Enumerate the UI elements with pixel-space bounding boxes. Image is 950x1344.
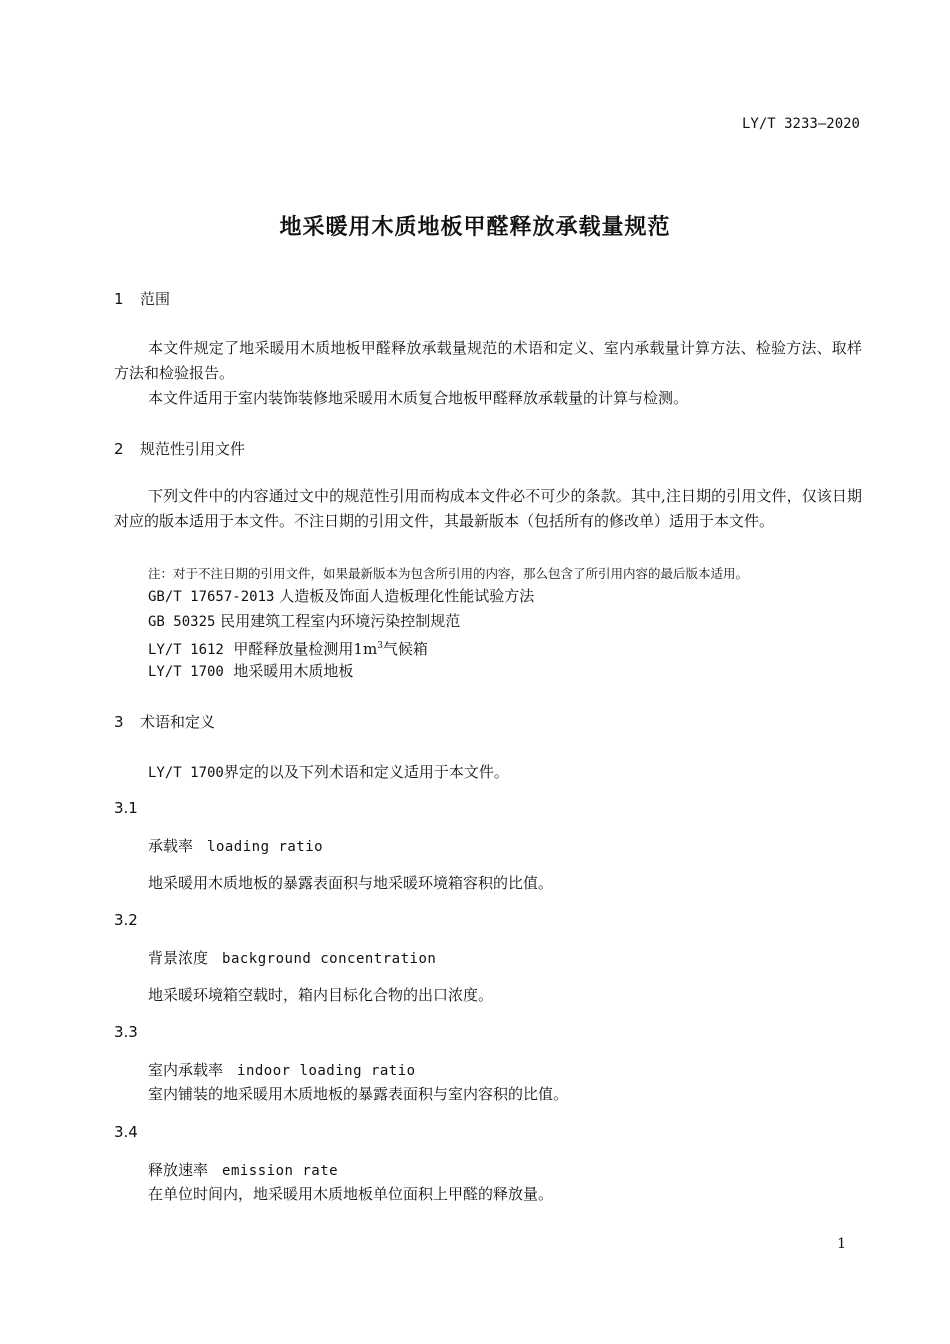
reference-code: LY/T 1700 <box>148 664 224 680</box>
section-number: 3 <box>114 713 124 731</box>
document-title: 地采暖用木质地板甲醛释放承载量规范 <box>279 215 671 240</box>
section-1-heading <box>114 288 170 309</box>
section-title: 术语和定义 <box>140 713 216 731</box>
section-title: 规范性引用文件 <box>140 440 246 458</box>
term-en: indoor loading ratio <box>237 1063 416 1079</box>
section-title: 范围 <box>140 290 171 308</box>
reference-item <box>148 659 353 685</box>
reference-superscript: 3 <box>377 641 383 651</box>
term-en: loading ratio <box>207 839 324 855</box>
page-number: 1 <box>837 1236 846 1252</box>
standard-number: LY/T 3233—2020 <box>741 116 860 132</box>
reference-name-tail: 气候箱 <box>382 640 428 658</box>
reference-name: 民用建筑工程室内环境污染控制规范 <box>220 612 461 630</box>
term-en: emission rate <box>222 1163 339 1179</box>
reference-code: LY/T 1612 <box>148 642 224 658</box>
term-zh: 释放速率 <box>148 1161 209 1179</box>
scope-paragraph-1: 本文件规定了地采暖用木质地板甲醛释放承载量规范的术语和定义、室内承载量计算方法、检验方法、取样方法和检验报告。 <box>114 339 862 382</box>
reference-item <box>148 609 460 635</box>
section-number: 1 <box>114 290 124 308</box>
reference-code: GB 50325 <box>148 614 216 630</box>
normative-note: 注：对于不注日期的引用文件，如果最新版本为包含所引用的内容，那么包含了所引用内容的最后版本适用。 <box>148 566 749 581</box>
reference-name: 人造板及饰面人造板理化性能试验方法 <box>279 587 535 605</box>
reference-code: GB/T 17657-2013 <box>148 589 275 605</box>
reference-name: 地采暖用木质地板 <box>233 662 354 680</box>
term-definition: 地采暖用木质地板的暴露表面积与地采暖环境箱容积的比值。 <box>148 874 554 892</box>
term-number: 3.2 <box>114 911 138 929</box>
term-zh: 室内承载率 <box>148 1061 224 1079</box>
section-2-heading <box>114 438 245 459</box>
terms-intro <box>148 760 509 786</box>
terms-intro-text: 界定的以及下列术语和定义适用于本文件。 <box>223 763 509 781</box>
term-en: background concentration <box>222 951 437 967</box>
term-number: 3.1 <box>114 799 138 817</box>
normative-references-paragraph: 下列文件中的内容通过文中的规范性引用而构成本文件必不可少的条款。其中,注日期的引用文件，仅该日期对应的版本适用于本文件。不注日期的引用文件，其最新版本（包括所有的修改单）适用于本文件。 <box>114 487 862 530</box>
term-heading <box>148 1059 416 1080</box>
term-definition: 在单位时间内，地采暖用木质地板单位面积上甲醛的释放量。 <box>148 1185 554 1203</box>
term-heading <box>148 1159 338 1180</box>
section-number: 2 <box>114 440 124 458</box>
term-number: 3.4 <box>114 1123 138 1141</box>
reference-item <box>148 584 534 610</box>
term-heading <box>148 835 323 856</box>
terms-intro-code: LY/T 1700 <box>148 765 224 781</box>
reference-name: 甲醛释放量检测用1m <box>233 640 378 658</box>
section-3-heading <box>114 711 215 732</box>
scope-paragraph-2: 本文件适用于室内装饰装修地采暖用木质复合地板甲醛释放承载量的计算与检测。 <box>148 389 689 407</box>
term-zh: 背景浓度 <box>148 949 209 967</box>
term-definition: 地采暖环境箱空载时，箱内目标化合物的出口浓度。 <box>148 986 494 1004</box>
term-number: 3.3 <box>114 1023 138 1041</box>
term-zh: 承载率 <box>148 837 194 855</box>
term-heading <box>148 947 436 968</box>
term-definition: 室内铺装的地采暖用木质地板的暴露表面积与室内容积的比值。 <box>148 1085 569 1103</box>
